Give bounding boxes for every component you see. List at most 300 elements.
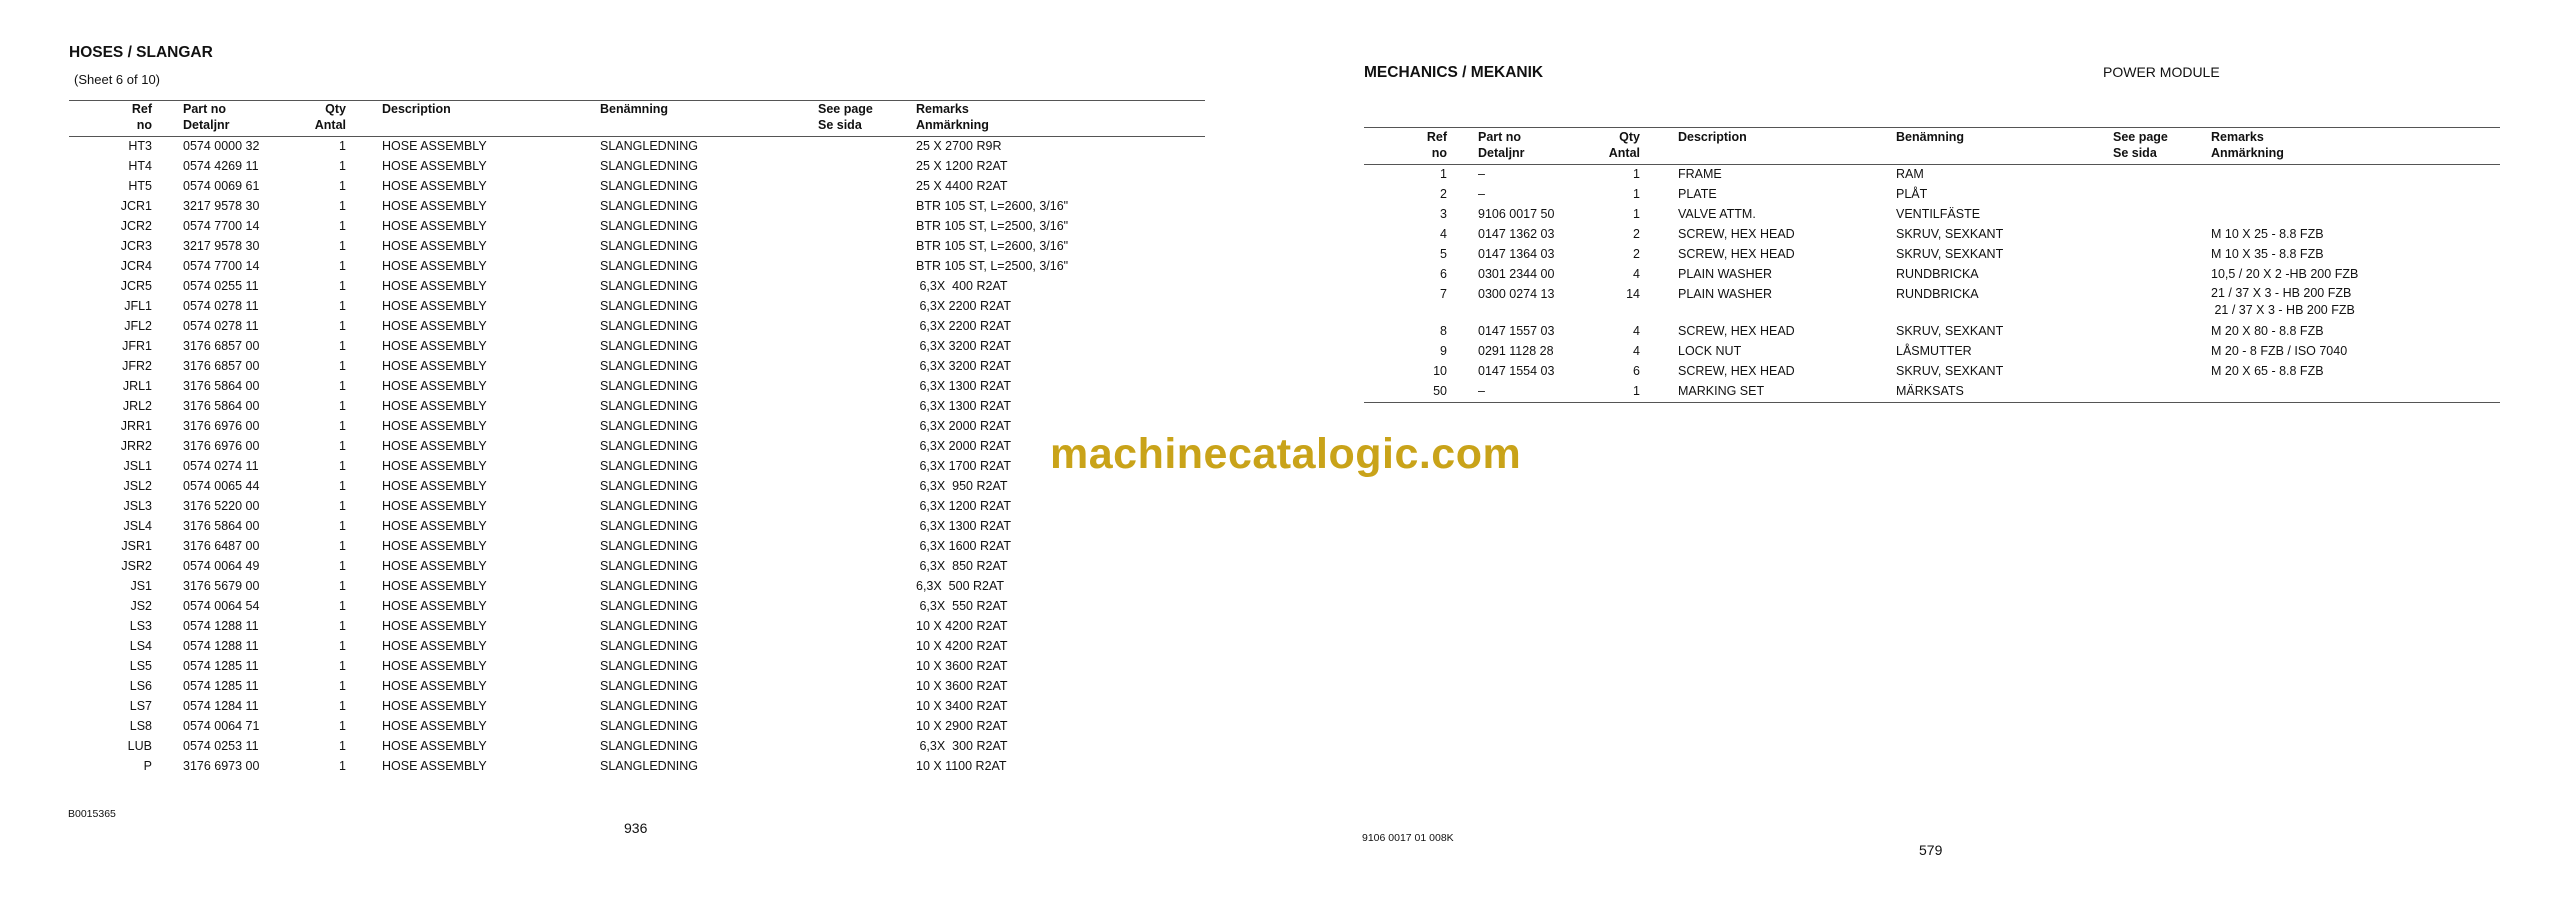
table-row <box>1300 164 2560 184</box>
cell-part: 0291 1128 28 <box>1478 344 1554 358</box>
cell-ben: SLANGLEDNING <box>600 259 698 273</box>
cell-qty: 4 <box>1633 344 1640 358</box>
cell-desc: HOSE ASSEMBLY <box>382 279 487 293</box>
cell-rem: 6,3X 2200 R2AT <box>916 319 1011 333</box>
cell-ref: HT3 <box>128 139 152 153</box>
cell-desc: HOSE ASSEMBLY <box>382 699 487 713</box>
cell-ben: SLANGLEDNING <box>600 659 698 673</box>
cell-ben: SLANGLEDNING <box>600 319 698 333</box>
cell-rem: 6,3X 2000 R2AT <box>916 439 1011 453</box>
header-ben: Benämning <box>1896 130 1965 144</box>
cell-desc: FRAME <box>1678 167 1722 181</box>
cell-ref: 9 <box>1440 344 1447 358</box>
cell-desc: HOSE ASSEMBLY <box>382 359 487 373</box>
cell-part: 0147 1554 03 <box>1478 364 1555 378</box>
cell-part: 3176 6487 00 <box>183 539 260 553</box>
cell-rem: 10 X 3600 R2AT <box>916 659 1008 673</box>
table-row <box>1300 361 2560 381</box>
cell-part: 0574 0274 11 <box>183 459 259 473</box>
cell-part: 0574 1288 11 <box>183 619 259 633</box>
cell-ref: 7 <box>1440 287 1447 301</box>
cell-part: 0574 7700 14 <box>183 259 260 273</box>
cell-qty: 1 <box>339 559 346 573</box>
header-ben: Benämning <box>600 102 669 116</box>
header-see: See page Se sida <box>818 102 873 132</box>
table-row <box>0 176 1230 196</box>
cell-desc: HOSE ASSEMBLY <box>382 439 487 453</box>
cell-qty: 1 <box>1633 187 1640 201</box>
cell-ben: LÅSMUTTER <box>1896 344 1972 358</box>
cell-ref: HT4 <box>128 159 152 173</box>
cell-rem2: 21 / 37 X 3 - HB 200 FZB <box>2211 303 2355 317</box>
cell-rem: 10 X 4200 R2AT <box>916 639 1008 653</box>
right-page-number: 579 <box>1919 842 1943 858</box>
cell-ref: JCR5 <box>120 279 152 293</box>
cell-desc: HOSE ASSEMBLY <box>382 659 487 673</box>
cell-qty: 1 <box>339 339 346 353</box>
cell-qty: 1 <box>339 199 346 213</box>
cell-part: 3176 5220 00 <box>183 499 260 513</box>
cell-ref: 4 <box>1440 227 1447 241</box>
right-doc-code: 9106 0017 01 008K <box>1362 832 1454 844</box>
cell-part: 3176 6857 00 <box>183 339 260 353</box>
watermark-text: machinecatalogic.com <box>1050 430 1522 478</box>
cell-ben: SLANGLEDNING <box>600 299 698 313</box>
cell-ref: JS1 <box>130 579 152 593</box>
cell-ben: SLANGLEDNING <box>600 619 698 633</box>
cell-part: 0574 0064 49 <box>183 559 260 573</box>
cell-desc: HOSE ASSEMBLY <box>382 179 487 193</box>
cell-rem: 6,3X 1300 R2AT <box>916 519 1011 533</box>
cell-rem: 10 X 2900 R2AT <box>916 719 1008 733</box>
header-desc: Description <box>1678 130 1747 144</box>
table-row <box>1300 244 2560 264</box>
cell-rem: 10 X 3600 R2AT <box>916 679 1008 693</box>
cell-desc: SCREW, HEX HEAD <box>1678 364 1795 378</box>
cell-ben: SLANGLEDNING <box>600 459 698 473</box>
header-remarks: Remarks Anmärkning <box>916 102 989 132</box>
cell-rem: M 10 X 25 - 8.8 FZB <box>2211 227 2324 241</box>
cell-ben: SLANGLEDNING <box>600 359 698 373</box>
cell-desc: HOSE ASSEMBLY <box>382 339 487 353</box>
cell-ben: SLANGLEDNING <box>600 279 698 293</box>
cell-ref: 3 <box>1440 207 1447 221</box>
cell-qty: 1 <box>339 699 346 713</box>
cell-rem: 25 X 2700 R9R <box>916 139 1002 153</box>
cell-desc: HOSE ASSEMBLY <box>382 599 487 613</box>
cell-ben: RUNDBRICKA <box>1896 287 1979 301</box>
cell-part: 3176 5864 00 <box>183 519 260 533</box>
cell-rem: 6,3X 400 R2AT <box>916 279 1008 293</box>
cell-desc: PLAIN WASHER <box>1678 267 1773 281</box>
cell-ref: JFL2 <box>124 319 152 333</box>
cell-rem: 6,3X 300 R2AT <box>916 739 1008 753</box>
cell-part: 0301 2344 00 <box>1478 267 1555 281</box>
cell-ben: RUNDBRICKA <box>1896 267 1979 281</box>
cell-ben: MÄRKSATS <box>1896 384 1964 398</box>
table-row <box>0 676 1230 696</box>
cell-desc: HOSE ASSEMBLY <box>382 459 487 473</box>
cell-ref: JSR2 <box>121 559 152 573</box>
cell-desc: HOSE ASSEMBLY <box>382 399 487 413</box>
cell-ref: LS7 <box>129 699 152 713</box>
cell-ref: JCR4 <box>120 259 152 273</box>
table-row <box>0 556 1230 576</box>
header-remarks: Remarks Anmärkning <box>2211 130 2284 160</box>
cell-part: 3217 9578 30 <box>183 239 260 253</box>
cell-desc: HOSE ASSEMBLY <box>382 619 487 633</box>
cell-ref: LS5 <box>129 659 152 673</box>
cell-qty: 1 <box>339 299 346 313</box>
cell-desc: HOSE ASSEMBLY <box>382 679 487 693</box>
table-row <box>0 136 1230 156</box>
table-row <box>0 436 1230 456</box>
cell-ref: JSR1 <box>121 539 152 553</box>
cell-ben: SLANGLEDNING <box>600 179 698 193</box>
cell-ref: 8 <box>1440 324 1447 338</box>
table-row <box>0 336 1230 356</box>
cell-qty: 14 <box>1626 287 1640 301</box>
cell-rem: 6,3X 850 R2AT <box>916 559 1008 573</box>
right-section-title: MECHANICS / MEKANIK <box>1364 64 1544 81</box>
cell-part: 3217 9578 30 <box>183 199 260 213</box>
table-row <box>1300 341 2560 361</box>
cell-rem: 6,3X 3200 R2AT <box>916 339 1011 353</box>
cell-part: 0574 0064 54 <box>183 599 260 613</box>
cell-desc: PLATE <box>1678 187 1717 201</box>
right-table-header <box>1300 129 2560 163</box>
cell-desc: HOSE ASSEMBLY <box>382 139 487 153</box>
cell-qty: 1 <box>339 719 346 733</box>
cell-part: 0147 1557 03 <box>1478 324 1555 338</box>
table-row <box>0 396 1230 416</box>
left-page <box>0 0 1230 905</box>
cell-rem: M 20 X 65 - 8.8 FZB <box>2211 364 2324 378</box>
cell-rem: M 10 X 35 - 8.8 FZB <box>2211 247 2324 261</box>
right-section-subtitle: POWER MODULE <box>2103 64 2220 80</box>
cell-ben: SLANGLEDNING <box>600 719 698 733</box>
cell-rem: 10 X 4200 R2AT <box>916 619 1008 633</box>
cell-part: 0300 0274 13 <box>1478 287 1555 301</box>
header-desc: Description <box>382 102 451 116</box>
cell-qty: 1 <box>339 639 346 653</box>
header-see: See page Se sida <box>2113 130 2168 160</box>
cell-ref: LS6 <box>129 679 152 693</box>
cell-qty: 1 <box>339 579 346 593</box>
cell-ref: 50 <box>1433 384 1447 398</box>
cell-ben: SLANGLEDNING <box>600 739 698 753</box>
cell-desc: HOSE ASSEMBLY <box>382 379 487 393</box>
cell-part: 3176 5679 00 <box>183 579 260 593</box>
table-row <box>0 596 1230 616</box>
cell-part: 3176 5864 00 <box>183 379 260 393</box>
table-row <box>0 736 1230 756</box>
cell-ben: SLANGLEDNING <box>600 379 698 393</box>
cell-qty: 1 <box>339 219 346 233</box>
cell-desc: HOSE ASSEMBLY <box>382 419 487 433</box>
cell-qty: 1 <box>339 239 346 253</box>
left-section-title: HOSES / SLANGAR <box>69 44 213 61</box>
cell-ben: SLANGLEDNING <box>600 539 698 553</box>
cell-ben: SLANGLEDNING <box>600 399 698 413</box>
cell-rem: 6,3X 1700 R2AT <box>916 459 1011 473</box>
table-row <box>0 356 1230 376</box>
cell-ref: JFR1 <box>122 339 152 353</box>
table-row <box>1300 204 2560 224</box>
cell-desc: HOSE ASSEMBLY <box>382 319 487 333</box>
cell-rem: 6,3X 1600 R2AT <box>916 539 1011 553</box>
cell-part: 3176 6973 00 <box>183 759 260 773</box>
cell-rem: 6,3X 950 R2AT <box>916 479 1008 493</box>
table-row <box>0 316 1230 336</box>
cell-rem: 6,3X 2000 R2AT <box>916 419 1011 433</box>
cell-rem: M 20 - 8 FZB / ISO 7040 <box>2211 344 2348 358</box>
cell-qty: 1 <box>339 519 346 533</box>
table-row <box>1300 184 2560 204</box>
cell-qty: 1 <box>1633 207 1640 221</box>
cell-desc: SCREW, HEX HEAD <box>1678 247 1795 261</box>
cell-part: 0574 0253 11 <box>183 739 259 753</box>
cell-ref: LUB <box>127 739 152 753</box>
cell-desc: MARKING SET <box>1678 384 1765 398</box>
cell-qty: 1 <box>339 379 346 393</box>
cell-desc: HOSE ASSEMBLY <box>382 559 487 573</box>
cell-desc: HOSE ASSEMBLY <box>382 539 487 553</box>
cell-qty: 1 <box>339 539 346 553</box>
left-page-number: 936 <box>624 820 648 836</box>
cell-part: 0574 0278 11 <box>183 319 259 333</box>
table-row <box>0 496 1230 516</box>
table-row <box>1300 264 2560 284</box>
cell-rem: BTR 105 ST, L=2500, 3/16" <box>916 259 1069 273</box>
cell-qty: 1 <box>339 759 346 773</box>
cell-ben: SLANGLEDNING <box>600 639 698 653</box>
table-row <box>0 516 1230 536</box>
cell-ben: SLANGLEDNING <box>600 579 698 593</box>
cell-ref: 2 <box>1440 187 1447 201</box>
cell-qty: 1 <box>339 159 346 173</box>
cell-desc: HOSE ASSEMBLY <box>382 719 487 733</box>
table-row <box>0 636 1230 656</box>
cell-ref: JCR1 <box>120 199 152 213</box>
cell-ben: SLANGLEDNING <box>600 599 698 613</box>
cell-qty: 1 <box>339 619 346 633</box>
cell-rem: M 20 X 80 - 8.8 FZB <box>2211 324 2324 338</box>
cell-qty: 2 <box>1633 227 1640 241</box>
cell-desc: HOSE ASSEMBLY <box>382 579 487 593</box>
cell-part: 0574 0000 32 <box>183 139 260 153</box>
cell-qty: 1 <box>339 319 346 333</box>
cell-part: 9106 0017 50 <box>1478 207 1555 221</box>
header-part: Part no Detaljnr <box>183 102 230 132</box>
header-qty: Qty Antal <box>1608 130 1640 160</box>
cell-part: 0574 1284 11 <box>183 699 259 713</box>
cell-qty: 1 <box>1633 384 1640 398</box>
cell-ref: LS8 <box>129 719 152 733</box>
cell-part: 0574 1285 11 <box>183 679 259 693</box>
cell-desc: HOSE ASSEMBLY <box>382 519 487 533</box>
cell-ref: JFL1 <box>124 299 152 313</box>
cell-ben: SLANGLEDNING <box>600 519 698 533</box>
cell-rem: 6,3X 3200 R2AT <box>916 359 1011 373</box>
table-row <box>1300 321 2560 341</box>
cell-desc: HOSE ASSEMBLY <box>382 239 487 253</box>
table-row <box>0 196 1230 216</box>
table-row <box>0 376 1230 396</box>
cell-ref: JCR2 <box>120 219 152 233</box>
cell-ben: SLANGLEDNING <box>600 499 698 513</box>
cell-qty: 1 <box>339 479 346 493</box>
table-row <box>0 276 1230 296</box>
cell-desc: HOSE ASSEMBLY <box>382 639 487 653</box>
cell-part: 3176 6857 00 <box>183 359 260 373</box>
cell-qty: 4 <box>1633 267 1640 281</box>
header-ref: Ref no <box>131 102 152 132</box>
cell-part: 0574 7700 14 <box>183 219 260 233</box>
cell-ben: SLANGLEDNING <box>600 759 698 773</box>
cell-rem: 6,3X 1300 R2AT <box>916 379 1011 393</box>
cell-part: 3176 6976 00 <box>183 419 260 433</box>
table-row <box>0 236 1230 256</box>
cell-rem: 21 / 37 X 3 - HB 200 FZB <box>2211 286 2352 300</box>
cell-ref: JCR3 <box>120 239 152 253</box>
cell-qty: 1 <box>339 659 346 673</box>
cell-part: 0574 0064 71 <box>183 719 260 733</box>
cell-ref: P <box>143 759 152 773</box>
cell-ref: JRR1 <box>120 419 152 433</box>
header-part: Part no Detaljnr <box>1478 130 1525 160</box>
cell-rem: 10 X 3400 R2AT <box>916 699 1008 713</box>
cell-ben: SLANGLEDNING <box>600 159 698 173</box>
cell-qty: 1 <box>339 179 346 193</box>
cell-ben: PLÅT <box>1896 187 1928 201</box>
table-row <box>0 296 1230 316</box>
cell-desc: HOSE ASSEMBLY <box>382 259 487 273</box>
cell-ben: RAM <box>1896 167 1924 181</box>
cell-rem: 25 X 1200 R2AT <box>916 159 1008 173</box>
left-sheet-label: (Sheet 6 of 10) <box>74 72 160 87</box>
cell-desc: HOSE ASSEMBLY <box>382 199 487 213</box>
cell-part: 0574 1288 11 <box>183 639 259 653</box>
cell-ben: SLANGLEDNING <box>600 439 698 453</box>
cell-ref: 6 <box>1440 267 1447 281</box>
cell-ben: SLANGLEDNING <box>600 339 698 353</box>
cell-ben: SLANGLEDNING <box>600 199 698 213</box>
cell-qty: 1 <box>339 259 346 273</box>
cell-ben: SLANGLEDNING <box>600 479 698 493</box>
cell-ref: JSL2 <box>123 479 152 493</box>
cell-ben: SKRUV, SEXKANT <box>1896 247 2004 261</box>
cell-ben: SLANGLEDNING <box>600 559 698 573</box>
cell-desc: PLAIN WASHER <box>1678 287 1773 301</box>
cell-qty: 1 <box>339 459 346 473</box>
cell-desc: SCREW, HEX HEAD <box>1678 227 1795 241</box>
cell-ref: JRR2 <box>120 439 152 453</box>
cell-ref: 10 <box>1433 364 1447 378</box>
cell-rem: 6,3X 2200 R2AT <box>916 299 1011 313</box>
right-header-top-rule <box>1364 127 2500 128</box>
cell-rem: 10 X 1100 R2AT <box>916 759 1007 773</box>
cell-ref: JS2 <box>130 599 152 613</box>
cell-remarks-multiline <box>2211 285 2355 319</box>
cell-qty: 1 <box>339 439 346 453</box>
cell-part: 0574 0278 11 <box>183 299 259 313</box>
cell-rem: 6,3X 1200 R2AT <box>916 499 1011 513</box>
cell-ref: LS4 <box>129 639 152 653</box>
cell-qty: 4 <box>1633 324 1640 338</box>
cell-desc: HOSE ASSEMBLY <box>382 739 487 753</box>
cell-ben: SLANGLEDNING <box>600 139 698 153</box>
table-row <box>0 756 1230 776</box>
cell-rem: 10,5 / 20 X 2 -HB 200 FZB <box>2211 267 2359 281</box>
cell-ref: LS3 <box>129 619 152 633</box>
cell-rem: BTR 105 ST, L=2500, 3/16" <box>916 219 1069 233</box>
cell-qty: 2 <box>1633 247 1640 261</box>
table-row <box>0 656 1230 676</box>
cell-part: 0574 4269 11 <box>183 159 259 173</box>
table-row <box>0 576 1230 596</box>
cell-ref: JFR2 <box>122 359 152 373</box>
cell-ben: SLANGLEDNING <box>600 679 698 693</box>
header-qty: Qty Antal <box>314 102 346 132</box>
cell-qty: 1 <box>339 359 346 373</box>
table-row <box>0 216 1230 236</box>
table-row <box>0 696 1230 716</box>
cell-part: 3176 5864 00 <box>183 399 260 413</box>
header-ref: Ref no <box>1426 130 1447 160</box>
cell-desc: HOSE ASSEMBLY <box>382 219 487 233</box>
cell-qty: 1 <box>339 279 346 293</box>
cell-rem: 6,3X 500 R2AT <box>916 579 1005 593</box>
table-row <box>0 256 1230 276</box>
cell-ref: 1 <box>1440 167 1447 181</box>
cell-desc: HOSE ASSEMBLY <box>382 499 487 513</box>
cell-qty: 1 <box>339 419 346 433</box>
table-row <box>0 416 1230 436</box>
cell-part: 0574 0065 44 <box>183 479 260 493</box>
table-row <box>1300 224 2560 244</box>
cell-desc: HOSE ASSEMBLY <box>382 299 487 313</box>
cell-desc: HOSE ASSEMBLY <box>382 159 487 173</box>
table-row <box>1300 284 2560 321</box>
cell-rem: 6,3X 1300 R2AT <box>916 399 1011 413</box>
cell-ref: JSL1 <box>123 459 152 473</box>
right-parts-table <box>1300 164 2560 401</box>
cell-rem: BTR 105 ST, L=2600, 3/16" <box>916 239 1069 253</box>
table-row <box>0 156 1230 176</box>
table-row <box>0 536 1230 556</box>
cell-part: – <box>1478 187 1485 201</box>
cell-ben: VENTILFÄSTE <box>1896 207 1981 221</box>
cell-ref: JSL4 <box>123 519 152 533</box>
cell-rem: BTR 105 ST, L=2600, 3/16" <box>916 199 1069 213</box>
table-row <box>0 616 1230 636</box>
cell-rem: 25 X 4400 R2AT <box>916 179 1008 193</box>
cell-qty: 1 <box>339 499 346 513</box>
cell-desc: HOSE ASSEMBLY <box>382 479 487 493</box>
cell-qty: 1 <box>339 399 346 413</box>
cell-desc: LOCK NUT <box>1678 344 1742 358</box>
cell-ben: SKRUV, SEXKANT <box>1896 324 2004 338</box>
cell-desc: SCREW, HEX HEAD <box>1678 324 1795 338</box>
cell-part: 0574 0255 11 <box>183 279 259 293</box>
cell-part: 3176 6976 00 <box>183 439 260 453</box>
cell-qty: 1 <box>1633 167 1640 181</box>
right-table-bottom-rule <box>1364 402 2500 403</box>
cell-ref: JRL1 <box>122 379 152 393</box>
cell-ben: SKRUV, SEXKANT <box>1896 364 2004 378</box>
cell-ref: HT5 <box>128 179 152 193</box>
